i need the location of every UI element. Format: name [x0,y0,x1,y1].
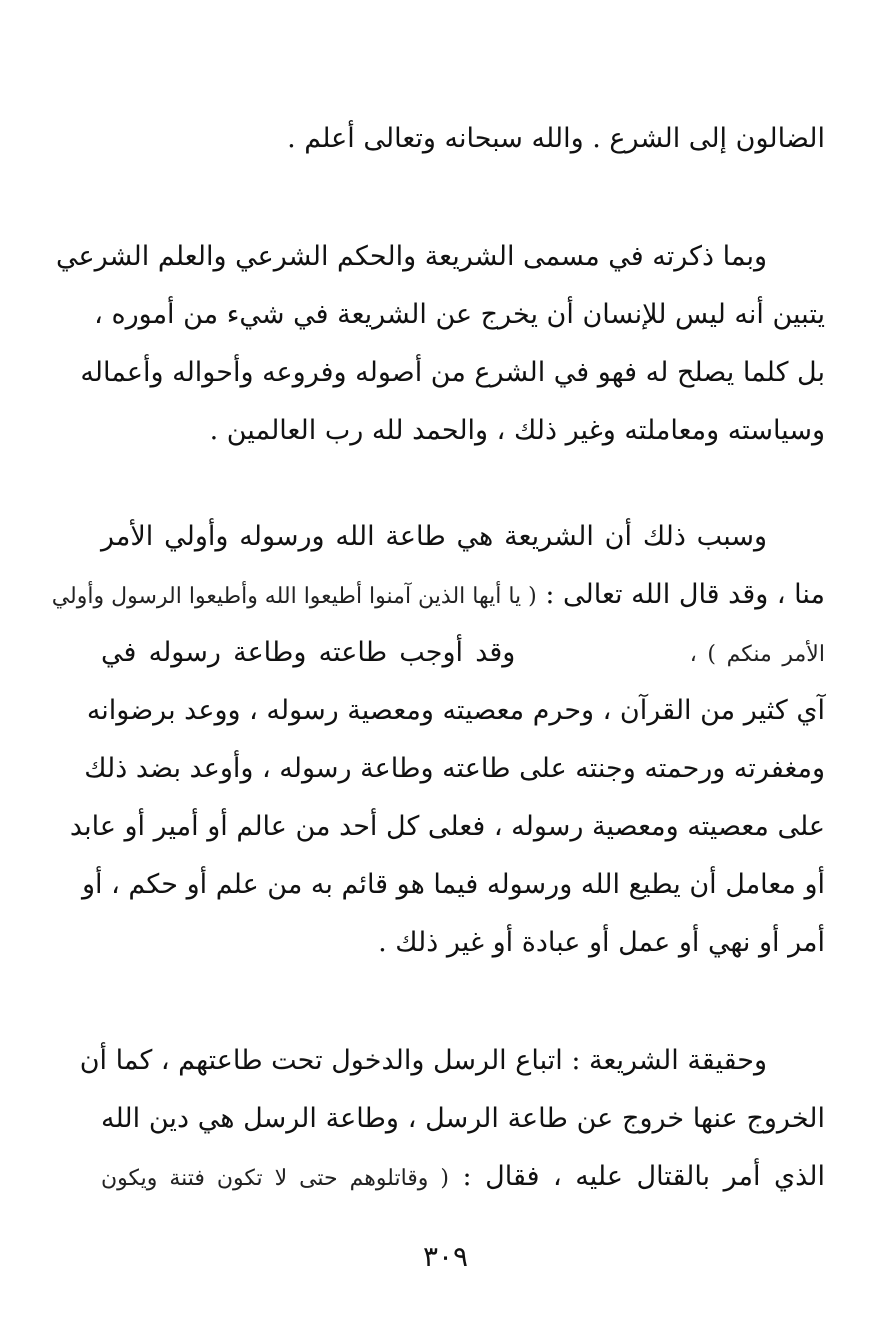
text-line: الضالون إلى الشرع . والله سبحانه وتعالى أعلم . [287,123,825,154]
paragraph-4 [79,1032,826,1206]
text-line: وسبب ذلك أن الشريعة هي طاعة الله ورسوله وأولي الأمر [101,521,767,552]
text-segment: منا ، وقد قال الله تعالى : [545,579,825,610]
text-line: أو معامل أن يطيع الله ورسوله فيما هو قائم به من علم أو حكم ، أو [82,869,825,900]
text-line: وحقيقة الشريعة : اتباع الرسل والدخول تحت طاعتهم ، كما أن [79,1045,767,1076]
text-line [101,1148,825,1206]
text-line [101,624,825,682]
text-line: الخروج عنها خروج عن طاعة الرسل ، وطاعة الرسل هي دين الله [101,1103,825,1134]
text-line: وسياسته ومعاملته وغير ذلك ، والحمد لله رب العالمين . [209,415,825,446]
paragraph-2 [55,228,825,460]
text-line: آي كثير من القرآن ، وحرم معصيته ومعصية رسوله ، ووعد برضوانه [86,695,825,726]
text-line: أمر أو نهي أو عمل أو عبادة أو غير ذلك . [378,927,825,958]
text-line: وبما ذكرته في مسمى الشريعة والحكم الشرعي والعلم الشرعي [55,241,767,272]
text-line: ومغفرته ورحمته وجنته على طاعته وطاعة رسوله ، وأوعد بضد ذلك [84,753,825,784]
quran-quote: ( يا أيها الذين آمنوا أطيعوا الله وأطيعوا الرسول وأولي [51,584,537,609]
text-line [51,566,825,624]
text-line: يتبين أنه ليس للإنسان أن يخرج عن الشريعة في شيء من أموره ، [94,299,825,330]
paragraph-3 [51,508,825,972]
text-line: على معصيته ومعصية رسوله ، فعلى كل أحد من عالم أو أمير أو عابد [69,811,825,842]
text-line: بل كلما يصلح له فهو في الشرع من أصوله وفروعه وأحواله وأعماله [80,357,825,388]
quran-quote: ( وقاتلوهم حتى لا تكون فتنة ويكون [101,1166,449,1191]
text-segment: وقد أوجب طاعته وطاعة رسوله في [101,637,516,668]
text-segment: الذي أمر بالقتال عليه ، فقال : [462,1161,826,1192]
quran-quote-end: الأمر منكم ) ، [689,642,825,667]
paragraph-1 [101,110,825,168]
page-number: ٣٠٩ [422,1240,469,1273]
